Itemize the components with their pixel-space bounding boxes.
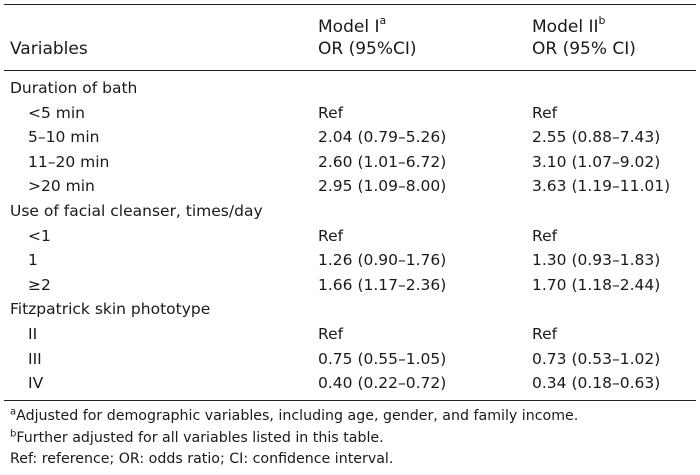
row-model-1-value: 0.75 (0.55–1.05) (318, 349, 447, 368)
row-model-2-value: 2.55 (0.88–7.43) (532, 128, 661, 147)
row-label: 11–20 min (28, 152, 110, 171)
footnote-b (10, 428, 700, 450)
table-row (0, 248, 700, 273)
row-model-2-value: Ref (532, 324, 558, 343)
row-label: IV (28, 374, 44, 393)
row-model-2-value: 0.34 (0.18–0.63) (532, 374, 661, 393)
row-model-1-value: 1.26 (0.90–1.76) (318, 251, 447, 270)
header-model-1-title: Model $I^a$ (318, 14, 387, 37)
table-row (0, 101, 700, 126)
row-label: <5 min (28, 103, 86, 122)
row-label: 1 (28, 251, 38, 270)
row-label: Fitzpatrick skin phototype (10, 300, 211, 319)
header-variables: Variables (10, 39, 88, 59)
row-label: <1 (28, 226, 51, 245)
row-model-1-value: Ref (318, 103, 344, 122)
row-model-2-value: 3.10 (1.07–9.02) (532, 152, 661, 171)
footnote-a-mark: a (10, 406, 17, 418)
header-bottom-rule (4, 70, 696, 71)
table-row (0, 347, 700, 372)
row-model-2-value: Ref (532, 103, 558, 122)
table-row (0, 273, 700, 298)
row-label: Duration of bath (10, 79, 138, 97)
row-label: ≥2 (28, 275, 51, 294)
row-model-1-value: 2.95 (1.09–8.00) (318, 177, 447, 196)
header-model-2 (532, 16, 636, 60)
table-top-rule (4, 4, 696, 5)
header-model-2-subtitle: OR (95% CI) (532, 39, 636, 59)
row-model-2-value: 3.63 (1.19–11.01) (532, 177, 671, 196)
table-row (0, 224, 700, 249)
row-model-1-value: 2.04 (0.79–5.26) (318, 128, 447, 147)
row-label: III (28, 349, 42, 368)
table-row (0, 322, 700, 347)
table-row (0, 76, 700, 101)
footnote-a (10, 406, 700, 428)
table-row (0, 125, 700, 150)
table-footnotes (10, 406, 700, 471)
row-model-1-value: 0.40 (0.22–0.72) (318, 374, 447, 393)
row-label: 5–10 min (28, 128, 100, 147)
header-model-2-title: Model $II^b$ (532, 14, 606, 37)
row-model-2-value: 0.73 (0.53–1.02) (532, 349, 661, 368)
footnote-b-text: Further adjusted for all variables listed in this table. (16, 429, 384, 446)
row-label: >20 min (28, 177, 95, 196)
table-body (0, 76, 700, 396)
header-model-1-footnote-mark: a (379, 14, 387, 28)
row-model-1-value: Ref (318, 324, 344, 343)
row-model-1-value: 1.66 (1.17–2.36) (318, 275, 447, 294)
table-row (0, 199, 700, 224)
row-model-2-value: 1.70 (1.18–2.44) (532, 275, 661, 294)
row-model-1-value: Ref (318, 226, 344, 245)
row-model-2-value: 1.30 (0.93–1.83) (532, 251, 661, 270)
footnote-abbreviations: Ref: reference; OR: odds ratio; CI: confidence interval. (10, 451, 394, 467)
table-row (0, 297, 700, 322)
row-label: Use of facial cleanser, times/day (10, 201, 263, 220)
table-row (0, 174, 700, 199)
header-model-1 (318, 16, 417, 60)
header-model-1-subtitle: OR (95%CI) (318, 39, 417, 59)
table-bottom-rule (4, 400, 696, 401)
footnote-a-text: Adjusted for demographic variables, including age, gender, and family income. (16, 408, 579, 424)
header-model-2-footnote-mark: b (598, 14, 606, 28)
table-row (0, 150, 700, 175)
row-label: II (28, 324, 38, 343)
row-model-2-value: Ref (532, 226, 558, 245)
footnote-b-mark: b (10, 427, 17, 439)
table-row (0, 371, 700, 396)
row-model-1-value: 2.60 (1.01–6.72) (318, 152, 447, 171)
